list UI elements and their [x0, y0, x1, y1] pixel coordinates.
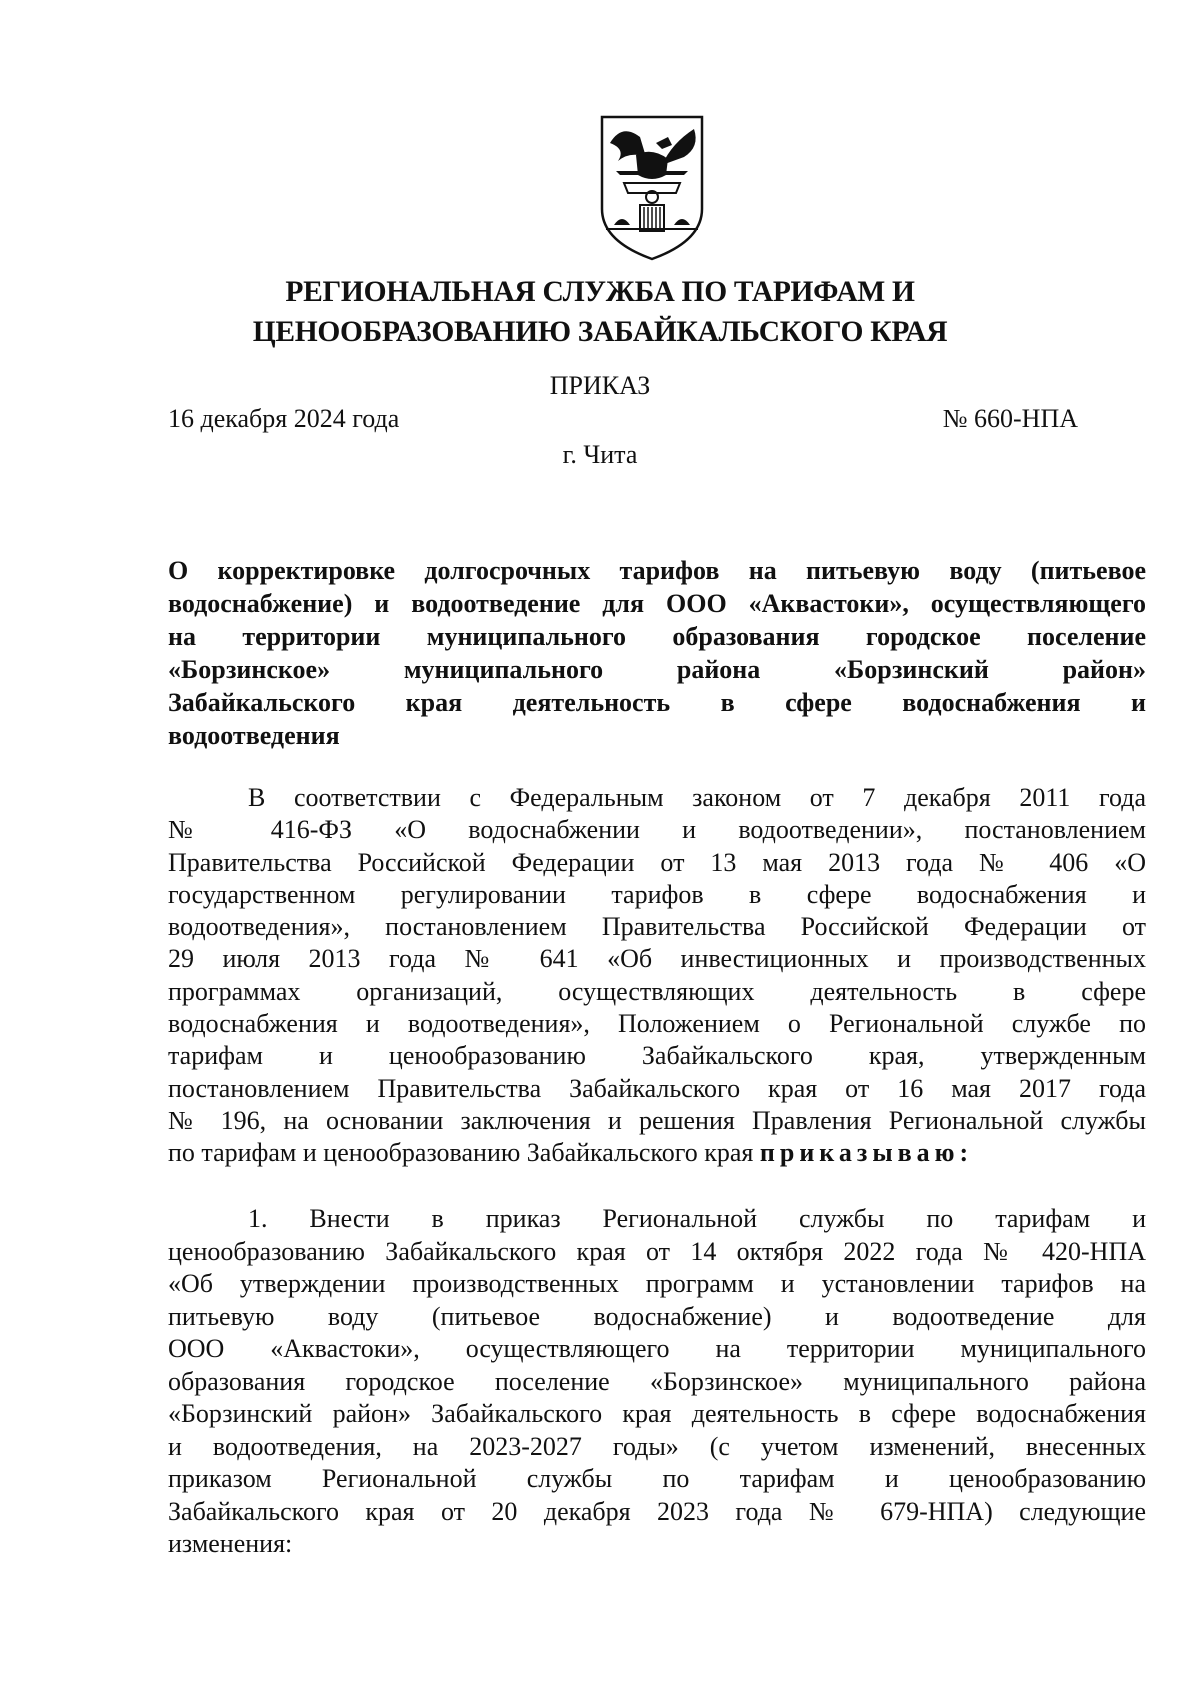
paragraph-line: государственном регулировании тарифов в сфере водоснабжения и [168, 879, 1146, 909]
subject-line: Забайкальского края деятельность в сфере водоснабжения и [168, 688, 1146, 717]
paragraph-line: 1. Внести в приказ Региональной службы по тарифам и [248, 1204, 1146, 1233]
paragraph-line-text: по тарифам и ценообразованию Забайкальского края [168, 1138, 754, 1168]
paragraph-line [168, 1137, 1146, 1169]
paragraph-line: ООО «Аквастоки», осуществляющего на территории муниципального [168, 1334, 1146, 1363]
paragraph-line: водоснабжения и водоотведения», Положением о Региональной службе по [168, 1009, 1146, 1039]
paragraph-line: 29 июля 2013 года № 641 «Об инвестиционных и производственных [168, 944, 1146, 974]
organization-title-line: ЦЕНООБРАЗОВАНИЮ ЗАБАЙКАЛЬСКОГО КРАЯ [252, 316, 948, 348]
clause-1-paragraph [168, 1203, 1146, 1561]
organization-title-line: РЕГИОНАЛЬНАЯ СЛУЖБА ПО ТАРИФАМ И [285, 276, 915, 308]
paragraph-line: № 416-ФЗ «О водоснабжении и водоотведении», постановлением [168, 815, 1146, 845]
subject-line: «Борзинское» муниципального района «Борзинский район» [168, 655, 1146, 684]
document-type: ПРИКАЗ [549, 371, 651, 400]
preamble-paragraph [168, 782, 1146, 1170]
document-city: г. Чита [562, 440, 638, 469]
paragraph-line: ценообразованию Забайкальского края от 14 октября 2022 года № 420-НПА [168, 1236, 1146, 1266]
coat-of-arms-eagle-icon [596, 113, 708, 263]
subject-line: О корректировке долгосрочных тарифов на питьевую воду (питьевое [168, 556, 1146, 585]
paragraph-line: Забайкальского края от 20 декабря 2023 года № 679-НПА) следующие [168, 1496, 1146, 1526]
paragraph-line: программах организаций, осуществляющих деятельность в сфере [168, 976, 1146, 1006]
paragraph-line: постановлением Правительства Забайкальского края от 16 мая 2017 года [168, 1073, 1146, 1103]
paragraph-line: тарифам и ценообразованию Забайкальского края, утвержденным [168, 1041, 1146, 1071]
paragraph-line: Правительства Российской Федерации от 13 мая 2013 года № 406 «О [168, 847, 1146, 877]
paragraph-line: водоотведения», постановлением Правительства Российской Федерации от [168, 912, 1146, 942]
paragraph-line: В соответствии с Федеральным законом от 7 декабря 2011 года [248, 783, 1146, 812]
document-number: № 660-НПА [942, 404, 1078, 433]
document-date: 16 декабря 2024 года [168, 404, 400, 433]
subject-line: на территории муниципального образования городское поселение [168, 622, 1146, 651]
subject-line: водоснабжение) и водоотведение для ООО «Аквастоки», осуществляющего [168, 589, 1146, 618]
organization-title [0, 272, 1200, 352]
paragraph-line: приказом Региональной службы по тарифам и ценообразованию [168, 1464, 1146, 1493]
paragraph-line: питьевую воду (питьевое водоснабжение) и водоотведение для [168, 1301, 1146, 1331]
paragraph-line: «Борзинский район» Забайкальского края деятельность в сфере водоснабжения [168, 1399, 1146, 1428]
paragraph-line: образования городское поселение «Борзинское» муниципального района [168, 1366, 1146, 1396]
order-word: приказываю: [759, 1138, 974, 1168]
paragraph-line: «Об утверждении производственных программ и установлении тарифов на [168, 1269, 1146, 1298]
paragraph-line: и водоотведения, на 2023-2027 годы» (с учетом изменений, внесенных [168, 1431, 1146, 1461]
document-subject [168, 554, 1146, 752]
subject-line: водоотведения [168, 721, 340, 750]
paragraph-line: № 196, на основании заключения и решения Правления Региональной службы [168, 1105, 1146, 1135]
paragraph-line: изменения: [168, 1529, 293, 1558]
